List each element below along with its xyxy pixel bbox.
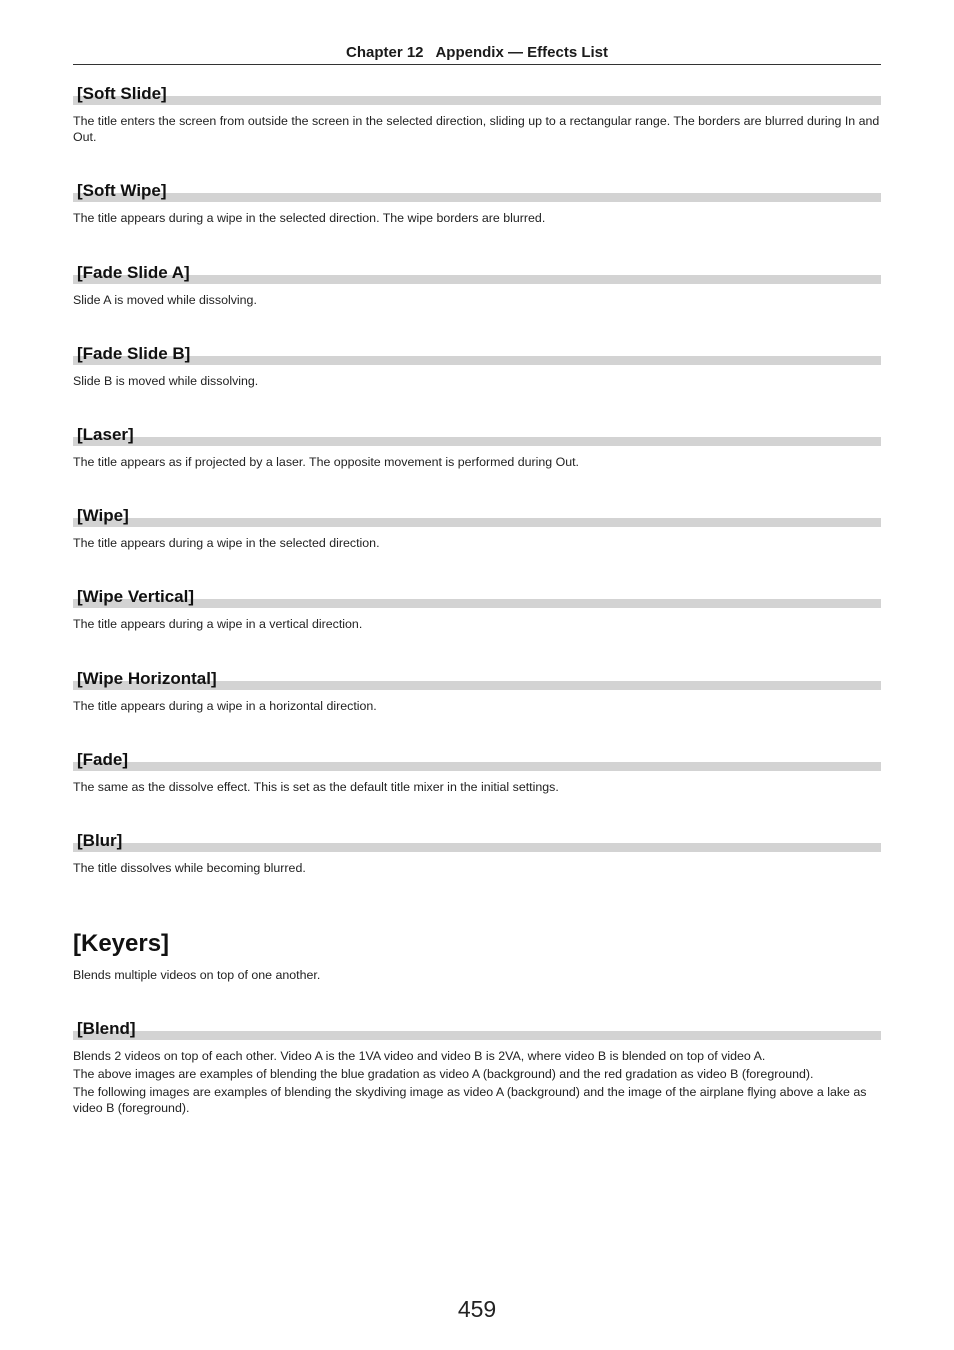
section-bar bbox=[73, 96, 881, 105]
section-title: [Laser] bbox=[77, 425, 134, 444]
section-title: [Wipe Horizontal] bbox=[77, 669, 217, 688]
section-bar bbox=[73, 599, 881, 608]
section-fade bbox=[73, 750, 881, 795]
section-description: The title dissolves while becoming blurred. bbox=[73, 861, 306, 875]
section-fade-slide-a bbox=[73, 263, 881, 308]
section-description: The same as the dissolve effect. This is set as the default title mixer in the initial settings. bbox=[73, 780, 559, 794]
section-bar bbox=[73, 1031, 881, 1040]
section-blend bbox=[73, 1019, 881, 1118]
section-description: The title appears during a wipe in the selected direction. bbox=[73, 536, 380, 550]
section-description: Slide A is moved while dissolving. bbox=[73, 293, 257, 307]
section-title: [Wipe] bbox=[77, 506, 129, 525]
section-title: [Wipe Vertical] bbox=[77, 587, 194, 606]
blend-paragraph: The above images are examples of blending the blue gradation as video A (background) and the red gradation as video B (foreground). bbox=[73, 1067, 814, 1081]
section-soft-slide bbox=[73, 84, 881, 145]
section-description bbox=[73, 1048, 881, 1116]
section-wipe bbox=[73, 506, 881, 551]
section-bar bbox=[73, 275, 881, 284]
section-description: The title appears during a wipe in the selected direction. The wipe borders are blurred. bbox=[73, 211, 546, 225]
section-bar bbox=[73, 762, 881, 771]
section-bar bbox=[73, 437, 881, 446]
section-wipe-vertical bbox=[73, 587, 881, 632]
section-description: The title appears as if projected by a laser. The opposite movement is performed during Out. bbox=[73, 455, 579, 469]
section-title: [Soft Slide] bbox=[77, 84, 167, 103]
section-bar bbox=[73, 193, 881, 202]
section-description: The title enters the screen from outside the screen in the selected direction, sliding up to a rectangular range. The borders are blurred during In and Out. bbox=[73, 114, 880, 144]
section-title: [Fade] bbox=[77, 750, 128, 769]
section-title: [Blend] bbox=[77, 1019, 136, 1038]
section-title: [Soft Wipe] bbox=[77, 181, 167, 200]
section-title: [Fade Slide B] bbox=[77, 344, 191, 363]
keyers-description: Blends multiple videos on top of one another. bbox=[73, 968, 321, 982]
blend-paragraph: The following images are examples of blending the skydiving image as video A (background) and the image of the airplane flying above a lake as video B (foreground). bbox=[73, 1085, 867, 1115]
page-number: 459 bbox=[457, 1296, 497, 1322]
section-soft-wipe bbox=[73, 181, 881, 226]
section-wipe-horizontal bbox=[73, 669, 881, 714]
section-description: The title appears during a wipe in a horizontal direction. bbox=[73, 699, 377, 713]
section-bar bbox=[73, 518, 881, 527]
blend-paragraph: Blends 2 videos on top of each other. Video A is the 1VA video and video B is 2VA, where video B is blended on top of video A. bbox=[73, 1049, 766, 1063]
keyers-heading: [Keyers] bbox=[73, 930, 170, 957]
section-blur bbox=[73, 831, 881, 876]
section-description: The title appears during a wipe in a vertical direction. bbox=[73, 617, 363, 631]
section-laser bbox=[73, 425, 881, 470]
section-title: [Fade Slide A] bbox=[77, 263, 190, 282]
section-fade-slide-b bbox=[73, 344, 881, 389]
section-description: Slide B is moved while dissolving. bbox=[73, 374, 259, 388]
section-title: [Blur] bbox=[77, 831, 123, 850]
page-header: Chapter 12 Appendix — Effects List bbox=[73, 44, 881, 65]
section-bar bbox=[73, 843, 881, 852]
section-bar bbox=[73, 356, 881, 365]
